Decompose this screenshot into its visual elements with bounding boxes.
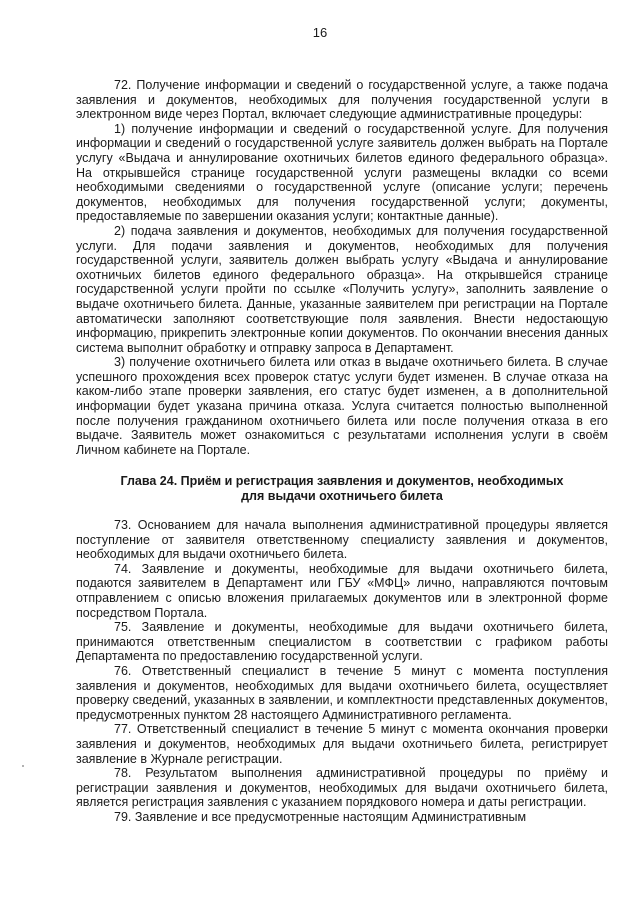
paragraph-77: 77. Ответственный специалист в течение 5 минут с момента окончания проверки заявления и документов, необходимых для выдачи охотничьего билета, регистрирует заявление в Журнале регистрации. [76, 722, 608, 766]
chapter-title-line-1: Глава 24. Приём и регистрация заявления и документов, необходимых [120, 474, 564, 488]
scan-speck [22, 765, 24, 767]
chapter-24-title [76, 474, 608, 504]
paragraph-72-item-1: 1) получение информации и сведений о государственной услуге. Для получения информации и сведений о государственной услуге заявитель должен выбрать на Портале услугу «Выдача и аннулирование охотничьих билетов единого федерального образца». На открывшейся странице государственной услуги размещены вкладки со всеми необходимыми сведениями о государственной услуге (описание услуги; перечень документов, необходимых для получения государственной услуги; документы, предоставляемые по завершении оказания услуги; контактные данные). [76, 121, 608, 224]
paragraph-72-item-2: 2) подача заявления и документов, необходимых для получения государственной услуги. Для подачи заявления и документов, необходимых для получения государственной услуги, заявитель должен выбрать услугу «Выдача и аннулирование охотничьих билетов единого федерального образца». На открывшейся странице государственной услуги пройти по ссылке «Получить услугу», заполнить заявление о выдаче охотничьего билета. Данные, указанные заявителем при регистрации на Портале автоматически заполняют соответствующие поля заявления. Внести недостающую информацию, прикрепить электронные копии документов. По окончании внесения данных система выполнит обработку и отправку запроса в Департамент. [76, 223, 608, 355]
paragraph-72-item-3: 3) получение охотничьего билета или отказ в выдаче охотничьего билета. В случае успешного прохождения всех проверок статус услуги будет изменен. В случае отказа на каком-либо этапе проверки заявления, его статус будет изменен, а в дополнительной информации будет указана причина отказа. Услуга считается полностью выполненной после получения гражданином охотничьего билета или после получения отказа в его выдаче. Заявитель может ознакомиться с результатами исполнения услуги в своём Личном кабинете на Портале. [76, 355, 608, 457]
section-72-block [76, 78, 608, 457]
paragraph-78: 78. Результатом выполнения административной процедуры по приёму и регистрации заявления и документов, необходимых для выдачи охотничьего билета, является регистрация заявления с указанием порядкового номера и даты регистрации. [76, 766, 608, 810]
paragraph-73: 73. Основанием для начала выполнения административной процедуры является поступление от заявителя ответственному специалисту заявления и документов, необходимых для выдачи охотничьего билета. [76, 518, 608, 562]
section-73-79-block [76, 518, 608, 824]
paragraph-75: 75. Заявление и документы, необходимые для выдачи охотничьего билета, принимаются ответственным специалистом в соответствии с графиком работы Департамента по предоставлению государственной услуги. [76, 620, 608, 664]
paragraph-79: 79. Заявление и все предусмотренные настоящим Административным [114, 809, 527, 824]
paragraph-76: 76. Ответственный специалист в течение 5 минут с момента поступления заявления и документов, необходимых для выдачи охотничьего билета, осуществляет проверку сведений, указанных в заявлении, и комплектности представленных документов, предусмотренных пунктом 28 настоящего Административного регламента. [76, 663, 608, 722]
paragraph-72: 72. Получение информации и сведений о государственной услуге, а также подача заявления и документов, необходимых для получения государственной услуги в электронном виде через Портал, включает следующие административные процедуры: [76, 78, 608, 122]
paragraph-74: 74. Заявление и документы, необходимые для выдачи охотничьего билета, подаются заявителем в Департамент или ГБУ «МФЦ» лично, направляются почтовым отправлением с описью вложения прилагаемых документов или в электронной форме посредством Портала. [76, 561, 608, 620]
page-number: 16 [312, 25, 328, 40]
chapter-title-line-2: для выдачи охотничьего билета [241, 489, 443, 503]
